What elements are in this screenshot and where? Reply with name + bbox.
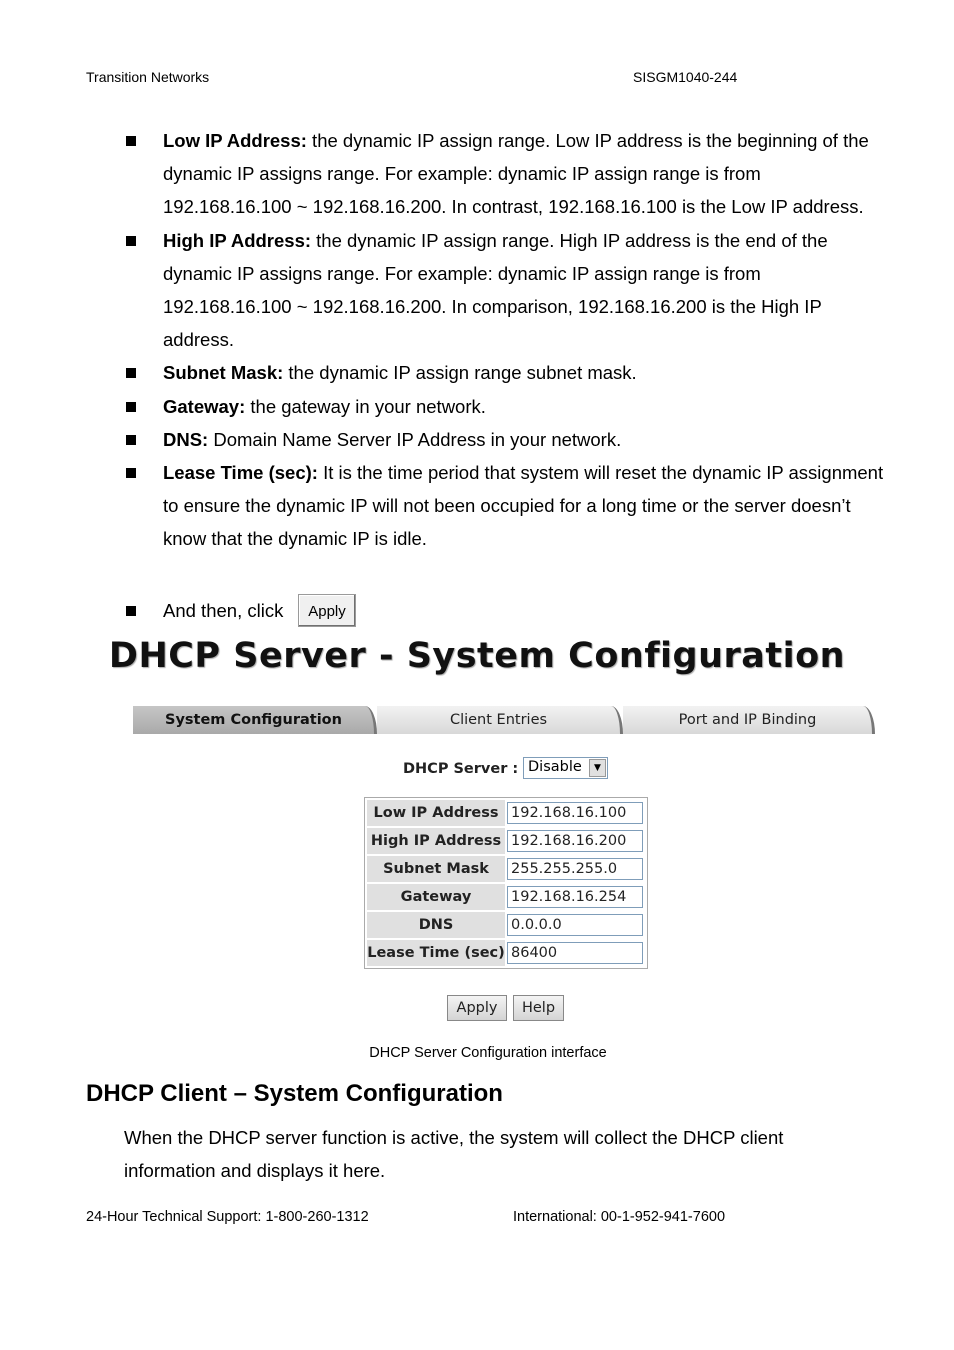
bullet-text: the gateway in your network. — [245, 395, 486, 417]
bullet-text: the dynamic IP assign range subnet mask. — [283, 362, 637, 384]
bullet-square-icon — [126, 136, 136, 146]
bullet-term: Gateway: — [163, 395, 246, 417]
tab-system-configuration[interactable]: System Configuration — [133, 706, 377, 734]
dhcp-config-table — [364, 797, 648, 969]
bullet-text: the dynamic IP assign range. High IP address is the end of the dynamic IP assigns range. For example: dynamic IP assign range is from 192.168.16.100 ~ 192.168.16.200. In comparison, 192.168.16.200 is the High IP address. — [163, 229, 828, 351]
subnet-mask-label: Subnet Mask — [367, 856, 505, 882]
table-row — [367, 800, 645, 826]
dns-input[interactable]: 0.0.0.0 — [507, 914, 643, 936]
bullet-square-icon — [126, 468, 136, 478]
table-row — [367, 856, 645, 882]
bullet-square-icon — [126, 435, 136, 445]
bullet-square-icon — [126, 368, 136, 378]
bullet-low-ip — [124, 124, 884, 224]
table-row — [367, 828, 645, 854]
subnet-mask-input[interactable]: 255.255.255.0 — [507, 858, 643, 880]
bullet-text: the dynamic IP assign range. Low IP address is the beginning of the dynamic IP assigns range. For example: dynamic IP assign range is from 192.168.16.100 ~ 192.168.16.200. In contrast, 192.168.16.100 is the Low IP address. — [163, 130, 869, 218]
gateway-label: Gateway — [367, 884, 505, 910]
gateway-input[interactable]: 192.168.16.254 — [507, 886, 643, 908]
bullet-lease-time — [124, 456, 884, 556]
table-row — [367, 884, 645, 910]
bullet-high-ip — [124, 224, 884, 357]
bullet-dns — [124, 423, 884, 456]
screen-title: DHCP Server - System Configuration — [108, 636, 846, 676]
section-paragraph: When the DHCP server function is active, the system will collect the DHCP client information and displays it here. — [124, 1127, 784, 1182]
bullet-term: Low IP Address: — [163, 130, 307, 151]
header-model: SISGM1040-244 — [633, 69, 738, 85]
bullet-term: DNS: — [163, 428, 209, 450]
bullet-gateway — [124, 390, 884, 423]
apply-instruction-text: And then, click — [163, 600, 284, 621]
header-company: Transition Networks — [86, 69, 210, 85]
low-ip-label: Low IP Address — [367, 800, 505, 826]
bullet-text: Domain Name Server IP Address in your network. — [208, 428, 622, 450]
dhcp-server-value: Disable — [528, 759, 582, 775]
dns-label: DNS — [367, 912, 505, 938]
dhcp-server-select[interactable] — [523, 757, 608, 779]
bullet-subnet-mask — [124, 356, 884, 389]
lease-time-input[interactable]: 86400 — [507, 942, 643, 964]
bullet-term: Lease Time (sec): — [163, 462, 318, 484]
footer-support: 24-Hour Technical Support: 1-800-260-1312 — [86, 1209, 369, 1225]
bullet-square-icon — [126, 606, 136, 616]
tab-client-entries[interactable]: Client Entries — [377, 706, 623, 734]
table-row — [367, 912, 645, 938]
lease-time-label: Lease Time (sec) — [367, 940, 505, 966]
dhcp-server-label: DHCP Server : — [403, 761, 519, 777]
bullet-square-icon — [126, 236, 136, 246]
bullet-square-icon — [126, 402, 136, 412]
bullet-list — [124, 124, 884, 556]
high-ip-input[interactable]: 192.168.16.200 — [507, 830, 643, 852]
footer-international: International: 00-1-952-941-7600 — [513, 1209, 726, 1225]
tab-port-ip-binding[interactable]: Port and IP Binding — [623, 706, 875, 734]
apply-button[interactable]: Apply — [447, 995, 507, 1021]
help-button[interactable]: Help — [513, 995, 564, 1021]
low-ip-input[interactable]: 192.168.16.100 — [507, 802, 643, 824]
figure-caption: DHCP Server Configuration interface — [369, 1045, 607, 1061]
high-ip-label: High IP Address — [367, 828, 505, 854]
apply-button-illustration: Apply — [298, 594, 356, 627]
bullet-term: Subnet Mask: — [163, 362, 284, 384]
section-heading: DHCP Client – System Configuration — [86, 1080, 503, 1107]
table-row — [367, 940, 645, 966]
bullet-text: It is the time period that system will reset the dynamic IP assignment to ensure the dynamic IP will not been occupied for a long time or the server doesn’t know that the dynamic IP is idle. — [163, 462, 884, 550]
bullet-term: High IP Address: — [163, 229, 312, 251]
chevron-down-icon[interactable]: ▼ — [589, 759, 606, 777]
tab-bar — [133, 706, 875, 734]
